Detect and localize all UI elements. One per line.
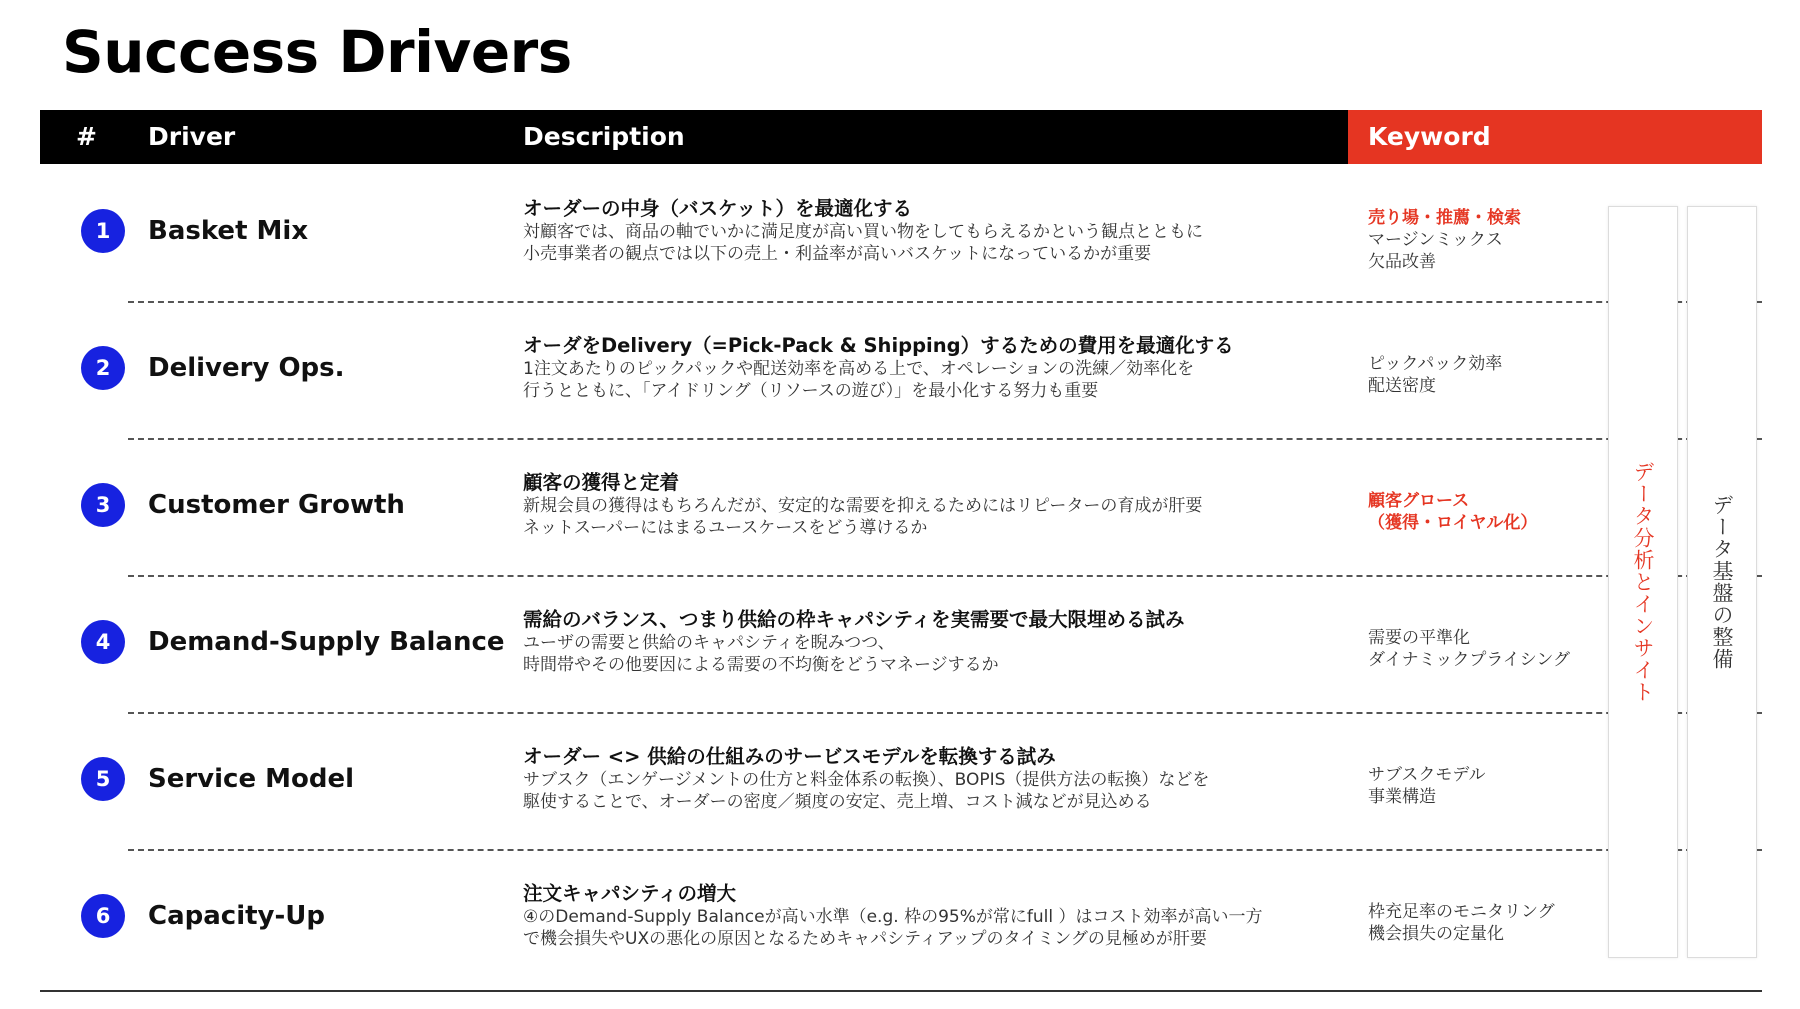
row-number-badge: 4 [81, 620, 125, 664]
header-keyword: Keyword [1348, 110, 1762, 164]
table-row [0, 301, 1800, 438]
table-row [0, 849, 1800, 986]
description-title: オーダをDelivery（=Pick-Pack & Shipping）するための費用を最適化する [523, 334, 1234, 357]
description-line: で機会損失やUXの悪化の原因となるためキャパシティアップのタイミングの見極めが肝要 [523, 929, 1207, 949]
description-line: 駆使することで、オーダーの密度／頻度の安定、売上増、コスト減などが見込める [523, 792, 1152, 812]
driver-name: Delivery Ops. [148, 353, 345, 383]
keyword-item: 枠充足率のモニタリング [1368, 902, 1555, 922]
side-label-analysis: データ分析とインサイト [1631, 461, 1655, 703]
row-number-badge: 3 [81, 483, 125, 527]
description-line: サブスク（エンゲージメントの仕方と料金体系の転換）、BOPIS（提供方法の転換）などを [523, 770, 1210, 790]
driver-name: Basket Mix [148, 216, 309, 246]
table-header [40, 110, 1762, 164]
description [523, 745, 1343, 813]
driver-name: Customer Growth [148, 490, 405, 520]
keyword-item: 売り場・推薦・検索 [1368, 208, 1521, 228]
row-number-badge: 5 [81, 757, 125, 801]
row-number-badge: 1 [81, 209, 125, 253]
description-title: 注文キャパシティの増大 [523, 882, 736, 905]
description [523, 334, 1343, 402]
keyword-item: ダイナミックプライシング [1368, 650, 1571, 670]
side-label-infrastructure-box [1687, 206, 1757, 958]
table-row [0, 575, 1800, 712]
description-line: 対顧客では、商品の軸でいかに満足度が高い買い物をしてもらえるかという観点とともに [523, 222, 1203, 242]
keyword-list [1368, 764, 1598, 808]
table-row [0, 438, 1800, 575]
keyword-list [1368, 353, 1598, 397]
description-line: 行うとともに、「アイドリング（リソースの遊び）」を最小化する努力も重要 [523, 381, 1099, 401]
keyword-list [1368, 490, 1598, 534]
description-line: ユーザの需要と供給のキャパシティを睨みつつ、 [523, 633, 895, 653]
description [523, 608, 1343, 676]
description-title: 顧客の獲得と定着 [523, 471, 680, 494]
driver-name: Capacity-Up [148, 901, 325, 931]
header-num: # [76, 122, 97, 151]
keyword-item: 機会損失の定量化 [1368, 924, 1504, 944]
keyword-item: マージンミックス [1368, 230, 1503, 250]
keyword-item: 配送密度 [1368, 376, 1436, 396]
description-title: 需給のバランス、つまり供給の枠キャパシティを実需要で最大限埋める試み [523, 608, 1185, 631]
keyword-item: 顧客グロース [1368, 491, 1470, 511]
driver-name: Service Model [148, 764, 355, 794]
keyword-item: 需要の平準化 [1368, 628, 1470, 648]
side-label-analysis-box [1608, 206, 1678, 958]
keyword-item: （獲得・ロイヤル化） [1368, 513, 1538, 533]
description-line: 新規会員の獲得はもちろんだが、安定的な需要を抑えるためにはリピーターの育成が肝要 [523, 496, 1203, 516]
description-line: 小売事業者の観点では以下の売上・利益率が高いバスケットになっているかが重要 [523, 244, 1152, 264]
page-title: Success Drivers [62, 18, 572, 86]
keyword-list [1368, 207, 1598, 273]
driver-name: Demand-Supply Balance [148, 627, 505, 657]
description [523, 882, 1343, 950]
row-number-badge: 2 [81, 346, 125, 390]
keyword-item: 欠品改善 [1368, 252, 1436, 272]
header-description: Description [523, 122, 685, 151]
description-line: ④のDemand-Supply Balanceが高い水準（e.g. 枠の95%が常にfull ）はコスト効率が高い一方 [523, 907, 1263, 927]
table-bottom-rule [40, 990, 1762, 992]
description-line: 1注文あたりのピックパックや配送効率を高める上で、オペレーションの洗練／効率化を [523, 359, 1195, 379]
keyword-list [1368, 627, 1598, 671]
description-title: オーダーの中身（バスケット）を最適化する [523, 197, 913, 220]
header-driver: Driver [148, 122, 236, 151]
description [523, 197, 1343, 265]
keyword-item: サブスクモデル [1368, 765, 1486, 785]
table-row [0, 712, 1800, 849]
table-row [0, 164, 1800, 301]
side-label-infrastructure: データ基盤の整備 [1710, 494, 1734, 670]
description-title: オーダー <> 供給の仕組みのサービスモデルを転換する試み [523, 745, 1056, 768]
keyword-item: ピックパック効率 [1368, 354, 1503, 374]
keyword-list [1368, 901, 1598, 945]
description [523, 471, 1343, 539]
description-line: 時間帯やその他要因による需要の不均衡をどうマネージするか [523, 655, 999, 675]
row-number-badge: 6 [81, 894, 125, 938]
keyword-item: 事業構造 [1368, 787, 1436, 807]
description-line: ネットスーパーにはまるユースケースをどう導けるか [523, 518, 928, 538]
